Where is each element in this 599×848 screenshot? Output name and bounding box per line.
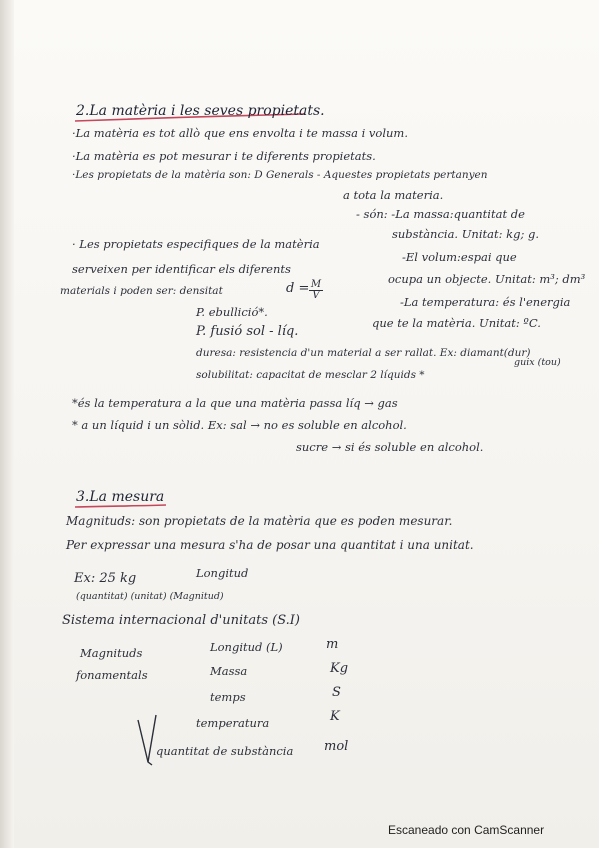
- line-1: ·La matèria es tot allò que ens envolta i te massa i volum.: [72, 126, 408, 140]
- check-bracket-right: [148, 715, 156, 762]
- si-unit-temperature: K: [330, 709, 340, 724]
- si-unit-length: m: [326, 637, 339, 652]
- example-legend: (quantitat) (unitat) (Magnitud): [76, 591, 224, 602]
- example-magnitude: Longitud: [196, 566, 249, 580]
- si-title: Sistema internacional d'unitats (S.I): [62, 613, 300, 628]
- si-unit-time: S: [332, 685, 341, 700]
- line-11: · Les propietats especifiques de la matèria: [72, 237, 320, 251]
- fundamental-label-2: fonamentals: [76, 668, 148, 682]
- line-4: a tota la materia.: [343, 188, 444, 202]
- line-3: ·Les propietats de la matèria son: D Generals - Aquestes propietats pertanyen: [72, 169, 488, 181]
- line-22: sucre → si és soluble en alcohol.: [296, 440, 484, 454]
- line-12: serveixen per identificar els diferents: [72, 262, 291, 276]
- si-magnitude-time: temps: [210, 690, 246, 704]
- line-16: P. fusió sol - líq.: [196, 324, 299, 339]
- mesura-def: Per expressar una mesura s'ha de posar una quantitat i una unitat.: [66, 538, 474, 552]
- scanner-watermark: Escaneado con CamScanner: [388, 823, 545, 837]
- si-unit-mass: Kg: [330, 661, 349, 676]
- line-18: guix (tou): [514, 357, 561, 368]
- line-2: ·La matèria es pot mesurar i te diferents propietats.: [72, 149, 376, 163]
- line-7: -El volum:espai que: [402, 250, 517, 264]
- line-8: ocupa un objecte. Unitat: m³; dm³: [388, 272, 586, 286]
- line-5: - són: -La massa:quantitat de: [356, 207, 525, 221]
- si-unit-substance: mol: [324, 739, 349, 754]
- fundamental-label-1: Magnituds: [80, 646, 143, 660]
- section3-title: 3.La mesura: [76, 489, 165, 505]
- si-magnitude-substance: quantitat de substància: [156, 744, 294, 758]
- line-21: * a un líquid i un sòlid. Ex: sal → no es soluble en alcohol.: [72, 418, 407, 432]
- density-formula: d =: [286, 281, 310, 296]
- magnituds-def: Magnituds: son propietats de la matèria que es poden mesurar.: [66, 514, 453, 528]
- si-magnitude-length: Longitud (L): [210, 640, 283, 654]
- line-13: materials i poden ser: densitat: [60, 285, 223, 297]
- section2-title: 2.La matèria i les seves propietats.: [76, 103, 325, 119]
- si-magnitude-mass: Massa: [210, 664, 248, 678]
- fraction-numerator: M: [310, 279, 322, 290]
- line-20: *és la temperatura a la que una matèria passa líq → gas: [72, 396, 398, 410]
- line-9: -La temperatura: és l'energia: [400, 295, 571, 309]
- fraction-denominator: V: [309, 290, 323, 301]
- line-19: solubilitat: capacitat de mesclar 2 líquids *: [196, 369, 425, 381]
- line-15: P. ebullició*.: [196, 305, 268, 319]
- line-10: que te la matèria. Unitat: ºC.: [372, 316, 541, 330]
- si-magnitude-temperature: temperatura: [196, 716, 270, 730]
- line-17: duresa: resistencia d'un material a ser rallat. Ex: diamant(dur): [196, 347, 531, 359]
- example-value: Ex: 25 kg: [74, 571, 137, 586]
- section3-underline: [75, 505, 166, 507]
- check-bracket: [138, 720, 152, 765]
- density-fraction: [309, 280, 323, 301]
- line-6: substància. Unitat: kg; g.: [392, 227, 540, 241]
